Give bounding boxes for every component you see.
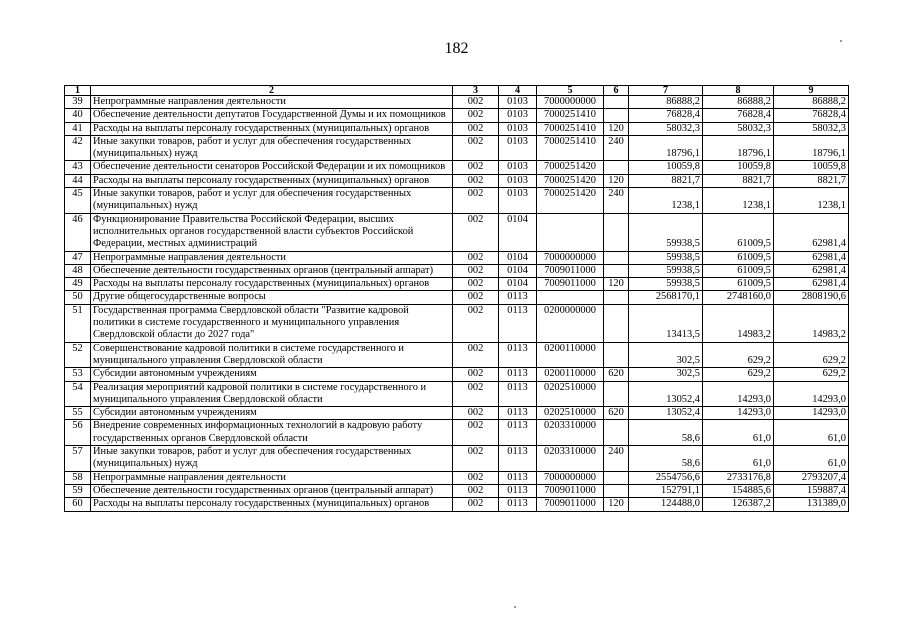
row-number: 47 bbox=[65, 251, 91, 264]
row-value-8: 1238,1 bbox=[703, 188, 774, 214]
header-cell-6: 6 bbox=[604, 86, 629, 96]
row-value-8: 61009,5 bbox=[703, 251, 774, 264]
row-value-7: 59938,5 bbox=[629, 251, 703, 264]
row-number: 49 bbox=[65, 278, 91, 291]
row-code-5: 0202510000 bbox=[537, 381, 604, 407]
row-code-5: 7009011000 bbox=[537, 278, 604, 291]
row-value-8: 8821,7 bbox=[703, 174, 774, 187]
row-value-7: 13413,5 bbox=[629, 304, 703, 342]
row-code-3: 002 bbox=[453, 161, 499, 174]
row-value-9: 10059,8 bbox=[774, 161, 849, 174]
row-code-3: 002 bbox=[453, 381, 499, 407]
row-code-3: 002 bbox=[453, 484, 499, 497]
header-cell-3: 3 bbox=[453, 86, 499, 96]
row-value-7: 59938,5 bbox=[629, 264, 703, 277]
row-code-5: 0200000000 bbox=[537, 304, 604, 342]
row-code-6 bbox=[604, 96, 629, 109]
row-number: 46 bbox=[65, 213, 91, 251]
row-name: Функционирование Правительства Российской Федерации, высших исполнительных органов государственной власти субъектов Российской Федерации, местных администраций bbox=[91, 213, 453, 251]
header-row bbox=[65, 86, 849, 96]
row-name: Расходы на выплаты персоналу государственных (муниципальных) органов bbox=[91, 122, 453, 135]
table-row bbox=[65, 446, 849, 472]
header-cell-5: 5 bbox=[537, 86, 604, 96]
page-number: 182 bbox=[444, 40, 469, 57]
row-code-3: 002 bbox=[453, 342, 499, 368]
row-value-8: 61009,5 bbox=[703, 213, 774, 251]
row-value-7: 2554756,6 bbox=[629, 471, 703, 484]
header-cell-9: 9 bbox=[774, 86, 849, 96]
table-row bbox=[65, 342, 849, 368]
table-row bbox=[65, 251, 849, 264]
row-name: Расходы на выплаты персоналу государственных (муниципальных) органов bbox=[91, 278, 453, 291]
row-value-9: 1238,1 bbox=[774, 188, 849, 214]
row-code-6 bbox=[604, 471, 629, 484]
row-code-3: 002 bbox=[453, 278, 499, 291]
row-value-8: 61009,5 bbox=[703, 278, 774, 291]
row-code-3: 002 bbox=[453, 96, 499, 109]
row-code-4: 0104 bbox=[499, 278, 537, 291]
row-code-4: 0113 bbox=[499, 304, 537, 342]
table-row bbox=[65, 213, 849, 251]
table-row bbox=[65, 96, 849, 109]
row-code-3: 002 bbox=[453, 471, 499, 484]
row-code-4: 0113 bbox=[499, 342, 537, 368]
row-code-6: 620 bbox=[604, 368, 629, 381]
row-name: Непрограммные направления деятельности bbox=[91, 96, 453, 109]
row-name: Субсидии автономным учреждениям bbox=[91, 368, 453, 381]
row-name: Расходы на выплаты персоналу государственных (муниципальных) органов bbox=[91, 498, 453, 511]
row-code-4: 0113 bbox=[499, 446, 537, 472]
row-number: 44 bbox=[65, 174, 91, 187]
row-value-9: 159887,4 bbox=[774, 484, 849, 497]
row-value-8: 126387,2 bbox=[703, 498, 774, 511]
row-value-8: 2733176,8 bbox=[703, 471, 774, 484]
row-code-6 bbox=[604, 342, 629, 368]
table-row bbox=[65, 122, 849, 135]
row-value-8: 61,0 bbox=[703, 420, 774, 446]
row-value-9: 14983,2 bbox=[774, 304, 849, 342]
row-code-4: 0103 bbox=[499, 122, 537, 135]
row-code-3: 002 bbox=[453, 264, 499, 277]
table-row bbox=[65, 188, 849, 214]
row-value-7: 58032,3 bbox=[629, 122, 703, 135]
row-name: Государственная программа Свердловской области "Развитие кадровой политики в системе государственного и муниципального управления Свердловской области до 2027 года" bbox=[91, 304, 453, 342]
table-row bbox=[65, 368, 849, 381]
row-code-3: 002 bbox=[453, 174, 499, 187]
row-value-9: 62981,4 bbox=[774, 213, 849, 251]
header-cell-2: 2 bbox=[91, 86, 453, 96]
row-code-4: 0113 bbox=[499, 368, 537, 381]
row-name: Расходы на выплаты персоналу государственных (муниципальных) органов bbox=[91, 174, 453, 187]
row-code-5: 7000251420 bbox=[537, 188, 604, 214]
row-code-4: 0103 bbox=[499, 188, 537, 214]
table-row bbox=[65, 109, 849, 122]
row-name: Непрограммные направления деятельности bbox=[91, 471, 453, 484]
row-code-6: 620 bbox=[604, 407, 629, 420]
row-number: 57 bbox=[65, 446, 91, 472]
row-code-6 bbox=[604, 381, 629, 407]
row-name: Непрограммные направления деятельности bbox=[91, 251, 453, 264]
row-value-7: 10059,8 bbox=[629, 161, 703, 174]
row-code-6 bbox=[604, 161, 629, 174]
row-code-6 bbox=[604, 264, 629, 277]
row-value-8: 76828,4 bbox=[703, 109, 774, 122]
row-code-4: 0103 bbox=[499, 96, 537, 109]
row-code-3: 002 bbox=[453, 135, 499, 161]
budget-table bbox=[64, 85, 849, 512]
row-code-5: 7000000000 bbox=[537, 471, 604, 484]
row-value-8: 18796,1 bbox=[703, 135, 774, 161]
row-value-7: 58,6 bbox=[629, 420, 703, 446]
row-number: 59 bbox=[65, 484, 91, 497]
row-code-3: 002 bbox=[453, 446, 499, 472]
row-name: Совершенствование кадровой политики в системе государственного и муниципального управления Свердловской области bbox=[91, 342, 453, 368]
row-number: 41 bbox=[65, 122, 91, 135]
row-code-5: 7009011000 bbox=[537, 498, 604, 511]
row-code-5: 0200110000 bbox=[537, 368, 604, 381]
row-name: Обеспечение деятельности депутатов Государственной Думы и их помощников bbox=[91, 109, 453, 122]
row-number: 56 bbox=[65, 420, 91, 446]
row-name: Реализация мероприятий кадровой политики в системе государственного и муниципального управления Свердловской области bbox=[91, 381, 453, 407]
row-code-3: 002 bbox=[453, 188, 499, 214]
row-number: 55 bbox=[65, 407, 91, 420]
row-value-7: 302,5 bbox=[629, 368, 703, 381]
row-value-8: 629,2 bbox=[703, 368, 774, 381]
row-code-6 bbox=[604, 304, 629, 342]
row-code-6 bbox=[604, 291, 629, 304]
row-number: 50 bbox=[65, 291, 91, 304]
row-value-9: 62981,4 bbox=[774, 264, 849, 277]
row-value-7: 2568170,1 bbox=[629, 291, 703, 304]
row-value-7: 58,6 bbox=[629, 446, 703, 472]
row-number: 58 bbox=[65, 471, 91, 484]
row-value-9: 131389,0 bbox=[774, 498, 849, 511]
table-row bbox=[65, 498, 849, 511]
row-value-7: 76828,4 bbox=[629, 109, 703, 122]
row-code-5 bbox=[537, 213, 604, 251]
row-code-5: 7000000000 bbox=[537, 96, 604, 109]
row-code-5: 7000251420 bbox=[537, 161, 604, 174]
row-value-8: 154885,6 bbox=[703, 484, 774, 497]
row-code-5: 0202510000 bbox=[537, 407, 604, 420]
row-code-3: 002 bbox=[453, 122, 499, 135]
row-value-9: 18796,1 bbox=[774, 135, 849, 161]
row-number: 53 bbox=[65, 368, 91, 381]
row-code-5: 7000000000 bbox=[537, 251, 604, 264]
row-code-3: 002 bbox=[453, 109, 499, 122]
scan-speck bbox=[840, 40, 842, 42]
row-value-7: 59938,5 bbox=[629, 213, 703, 251]
row-name: Иные закупки товаров, работ и услуг для обеспечения государственных (муниципальных) нужд bbox=[91, 188, 453, 214]
row-code-6: 240 bbox=[604, 135, 629, 161]
table-row bbox=[65, 291, 849, 304]
table-row bbox=[65, 135, 849, 161]
row-value-7: 13052,4 bbox=[629, 407, 703, 420]
row-code-5: 7000251410 bbox=[537, 122, 604, 135]
header-cell-7: 7 bbox=[629, 86, 703, 96]
row-value-8: 61009,5 bbox=[703, 264, 774, 277]
row-value-9: 629,2 bbox=[774, 342, 849, 368]
row-code-4: 0104 bbox=[499, 251, 537, 264]
row-name: Другие общегосударственные вопросы bbox=[91, 291, 453, 304]
row-value-7: 59938,5 bbox=[629, 278, 703, 291]
row-code-6 bbox=[604, 251, 629, 264]
row-number: 40 bbox=[65, 109, 91, 122]
row-code-3: 002 bbox=[453, 420, 499, 446]
row-value-9: 8821,7 bbox=[774, 174, 849, 187]
row-code-6 bbox=[604, 213, 629, 251]
row-name: Внедрение современных информационных технологий в кадровую работу государственных органов Свердловской области bbox=[91, 420, 453, 446]
row-value-9: 61,0 bbox=[774, 446, 849, 472]
row-code-4: 0113 bbox=[499, 381, 537, 407]
row-code-4: 0113 bbox=[499, 484, 537, 497]
row-value-9: 62981,4 bbox=[774, 278, 849, 291]
row-code-6 bbox=[604, 420, 629, 446]
row-number: 52 bbox=[65, 342, 91, 368]
row-name: Иные закупки товаров, работ и услуг для обеспечения государственных (муниципальных) нужд bbox=[91, 135, 453, 161]
row-code-5: 7000251410 bbox=[537, 135, 604, 161]
row-value-8: 86888,2 bbox=[703, 96, 774, 109]
row-value-8: 10059,8 bbox=[703, 161, 774, 174]
row-value-7: 152791,1 bbox=[629, 484, 703, 497]
table-row bbox=[65, 278, 849, 291]
row-value-8: 2748160,0 bbox=[703, 291, 774, 304]
row-value-9: 76828,4 bbox=[774, 109, 849, 122]
table-row bbox=[65, 264, 849, 277]
row-name: Обеспечение деятельности сенаторов Российской Федерации и их помощников bbox=[91, 161, 453, 174]
row-value-9: 2808190,6 bbox=[774, 291, 849, 304]
row-value-9: 2793207,4 bbox=[774, 471, 849, 484]
row-code-4: 0103 bbox=[499, 135, 537, 161]
row-value-9: 86888,2 bbox=[774, 96, 849, 109]
row-value-7: 86888,2 bbox=[629, 96, 703, 109]
row-value-7: 8821,7 bbox=[629, 174, 703, 187]
row-number: 51 bbox=[65, 304, 91, 342]
row-code-3: 002 bbox=[453, 368, 499, 381]
row-name: Обеспечение деятельности государственных органов (центральный аппарат) bbox=[91, 264, 453, 277]
table-row bbox=[65, 484, 849, 497]
row-code-5: 7000251420 bbox=[537, 174, 604, 187]
row-number: 60 bbox=[65, 498, 91, 511]
row-code-5: 7000251410 bbox=[537, 109, 604, 122]
header-cell-4: 4 bbox=[499, 86, 537, 96]
row-value-9: 61,0 bbox=[774, 420, 849, 446]
row-code-3: 002 bbox=[453, 291, 499, 304]
row-code-6: 120 bbox=[604, 122, 629, 135]
row-value-9: 62981,4 bbox=[774, 251, 849, 264]
table-row bbox=[65, 304, 849, 342]
row-value-8: 629,2 bbox=[703, 342, 774, 368]
row-value-8: 14293,0 bbox=[703, 381, 774, 407]
row-value-9: 14293,0 bbox=[774, 407, 849, 420]
row-code-5: 0203310000 bbox=[537, 420, 604, 446]
row-value-8: 58032,3 bbox=[703, 122, 774, 135]
row-value-7: 1238,1 bbox=[629, 188, 703, 214]
row-name: Обеспечение деятельности государственных органов (центральный аппарат) bbox=[91, 484, 453, 497]
row-number: 48 bbox=[65, 264, 91, 277]
row-code-6 bbox=[604, 109, 629, 122]
table-row bbox=[65, 161, 849, 174]
row-code-3: 002 bbox=[453, 304, 499, 342]
row-code-6: 120 bbox=[604, 174, 629, 187]
row-code-5: 7009011000 bbox=[537, 264, 604, 277]
row-code-6 bbox=[604, 484, 629, 497]
row-code-4: 0103 bbox=[499, 174, 537, 187]
row-code-3: 002 bbox=[453, 213, 499, 251]
row-value-8: 14293,0 bbox=[703, 407, 774, 420]
row-code-4: 0103 bbox=[499, 161, 537, 174]
table-row bbox=[65, 381, 849, 407]
row-code-3: 002 bbox=[453, 498, 499, 511]
row-code-4: 0113 bbox=[499, 420, 537, 446]
row-value-9: 14293,0 bbox=[774, 381, 849, 407]
row-number: 45 bbox=[65, 188, 91, 214]
row-number: 43 bbox=[65, 161, 91, 174]
row-code-4: 0103 bbox=[499, 109, 537, 122]
row-code-3: 002 bbox=[453, 251, 499, 264]
row-code-6: 240 bbox=[604, 446, 629, 472]
row-number: 54 bbox=[65, 381, 91, 407]
table-row bbox=[65, 174, 849, 187]
header-cell-1: 1 bbox=[65, 86, 91, 96]
row-number: 39 bbox=[65, 96, 91, 109]
row-code-5 bbox=[537, 291, 604, 304]
row-value-7: 18796,1 bbox=[629, 135, 703, 161]
row-value-7: 13052,4 bbox=[629, 381, 703, 407]
row-code-6: 120 bbox=[604, 278, 629, 291]
table-row bbox=[65, 407, 849, 420]
table-row bbox=[65, 471, 849, 484]
row-value-9: 629,2 bbox=[774, 368, 849, 381]
row-name: Иные закупки товаров, работ и услуг для обеспечения государственных (муниципальных) нужд bbox=[91, 446, 453, 472]
row-code-4: 0104 bbox=[499, 264, 537, 277]
row-code-5: 0203310000 bbox=[537, 446, 604, 472]
row-value-7: 124488,0 bbox=[629, 498, 703, 511]
row-code-6: 120 bbox=[604, 498, 629, 511]
row-value-7: 302,5 bbox=[629, 342, 703, 368]
row-code-5: 0200110000 bbox=[537, 342, 604, 368]
table-row bbox=[65, 420, 849, 446]
row-code-6: 240 bbox=[604, 188, 629, 214]
row-number: 42 bbox=[65, 135, 91, 161]
row-code-4: 0113 bbox=[499, 291, 537, 304]
row-code-5: 7009011000 bbox=[537, 484, 604, 497]
header-cell-8: 8 bbox=[703, 86, 774, 96]
row-code-4: 0113 bbox=[499, 471, 537, 484]
row-code-4: 0113 bbox=[499, 407, 537, 420]
row-code-3: 002 bbox=[453, 407, 499, 420]
row-name: Субсидии автономным учреждениям bbox=[91, 407, 453, 420]
row-code-4: 0113 bbox=[499, 498, 537, 511]
row-value-8: 14983,2 bbox=[703, 304, 774, 342]
scan-speck bbox=[514, 606, 516, 608]
row-code-4: 0104 bbox=[499, 213, 537, 251]
row-value-8: 61,0 bbox=[703, 446, 774, 472]
row-value-9: 58032,3 bbox=[774, 122, 849, 135]
